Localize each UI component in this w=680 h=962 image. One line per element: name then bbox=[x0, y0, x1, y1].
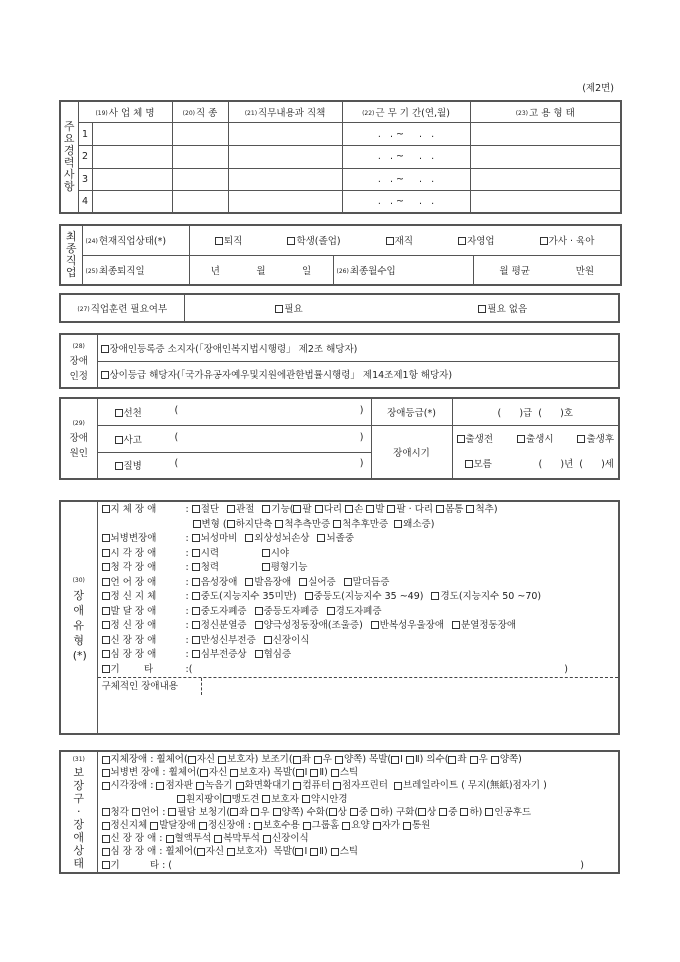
checkbox[interactable] bbox=[299, 578, 307, 586]
type-option[interactable]: 관절 bbox=[227, 503, 254, 518]
company-field[interactable] bbox=[92, 191, 172, 213]
checkbox[interactable] bbox=[223, 795, 231, 803]
recognition-section-label: (28) 장애인정 bbox=[60, 334, 97, 388]
checkbox[interactable] bbox=[485, 808, 493, 816]
disability-type-table bbox=[59, 500, 620, 735]
checkbox[interactable] bbox=[199, 822, 207, 830]
training-not-needed-checkbox[interactable]: 필요 없음 bbox=[478, 301, 527, 315]
after-birth-checkbox[interactable]: 출생후 bbox=[577, 427, 614, 452]
career-section-label: 주요경력사항 bbox=[60, 101, 78, 213]
type-option[interactable]: 중도자폐증 bbox=[192, 605, 247, 620]
checkbox[interactable] bbox=[315, 505, 323, 513]
assistive-device-row: 시각장애 : 점자판 녹음기 화면확대기 컴퓨터 점자프린터 브레일라이트 ( 무지(無紙)점자기 ) bbox=[102, 779, 615, 792]
checkbox[interactable] bbox=[391, 756, 399, 764]
checkbox[interactable] bbox=[394, 782, 402, 790]
checkbox[interactable] bbox=[255, 621, 263, 629]
duties-field[interactable] bbox=[228, 122, 342, 145]
checkbox[interactable] bbox=[335, 756, 343, 764]
disability-type-list bbox=[97, 501, 619, 734]
checkbox[interactable] bbox=[310, 769, 318, 777]
row-number: 1 bbox=[78, 122, 92, 145]
onset-time-options bbox=[452, 425, 619, 479]
type-option[interactable]: 시야 bbox=[262, 547, 324, 562]
checkbox[interactable] bbox=[227, 848, 235, 856]
checkbox[interactable] bbox=[327, 607, 335, 615]
checkbox[interactable] bbox=[345, 505, 353, 513]
current-status-label: (24)현재직업상태(*) bbox=[82, 225, 189, 255]
job-type-field[interactable] bbox=[172, 122, 228, 145]
checkbox[interactable] bbox=[264, 636, 272, 644]
checkbox[interactable] bbox=[192, 621, 200, 629]
job-type-field[interactable] bbox=[172, 191, 228, 213]
header-period: (22)근 무 기 간(연,월) bbox=[342, 101, 470, 122]
detail-label: 구체적인 장애내용 bbox=[98, 678, 202, 695]
period-field[interactable]: . . ~ . . bbox=[342, 122, 470, 145]
disability-type-row: 청 각 장 애 : 청력 평형기능 bbox=[98, 561, 619, 576]
page-number-label: (제2면) bbox=[582, 83, 614, 94]
type-option[interactable]: 협심증 bbox=[255, 648, 292, 663]
month-label: 월 bbox=[256, 265, 266, 277]
disability-type-row: 언 어 장 애 : 음성장애 발음장애 실어증 말더듬증 bbox=[98, 576, 619, 591]
checkbox[interactable] bbox=[418, 808, 426, 816]
job-type-field[interactable] bbox=[172, 146, 228, 168]
period-field[interactable]: . . ~ . . bbox=[342, 191, 470, 213]
checkbox[interactable] bbox=[303, 822, 311, 830]
disability-type-row: 기 타 :( ) bbox=[98, 663, 619, 678]
checkbox[interactable] bbox=[296, 769, 304, 777]
category-checkbox[interactable]: 기 타 bbox=[102, 663, 180, 678]
checkbox[interactable] bbox=[293, 782, 301, 790]
checkbox[interactable] bbox=[255, 607, 263, 615]
checkbox[interactable] bbox=[192, 534, 200, 542]
last-job-table bbox=[59, 224, 622, 286]
status-retired-checkbox[interactable]: 퇴직 bbox=[215, 233, 242, 247]
assistive-device-row: 정신지체 발달장애 정신장애 : 보호수용 그룹홈 요양 자가 통원 bbox=[102, 819, 615, 832]
checkbox[interactable] bbox=[371, 808, 379, 816]
checkbox[interactable] bbox=[273, 808, 281, 816]
row-number: 3 bbox=[78, 168, 92, 190]
income-unit-label: 만원 bbox=[575, 265, 595, 277]
onset-year-age-field[interactable]: ( )년 ( )세 bbox=[538, 458, 614, 470]
checkbox[interactable] bbox=[350, 808, 358, 816]
assistive-device-row: 기 타 : ( ) bbox=[102, 859, 615, 872]
checkbox[interactable] bbox=[263, 835, 271, 843]
checkbox[interactable] bbox=[466, 505, 474, 513]
checkbox[interactable] bbox=[262, 549, 270, 557]
checkbox[interactable] bbox=[373, 822, 381, 830]
category-checkbox[interactable]: 발 달 장 애 bbox=[102, 605, 180, 620]
type-option[interactable]: 평형기능 bbox=[262, 561, 324, 576]
checkbox[interactable] bbox=[132, 808, 140, 816]
checkbox[interactable] bbox=[102, 769, 110, 777]
checkbox[interactable] bbox=[102, 835, 110, 843]
year-label: 년 bbox=[210, 265, 220, 277]
monthly-income-value[interactable] bbox=[473, 255, 621, 285]
checkbox[interactable] bbox=[371, 621, 379, 629]
type-option[interactable]: 발음장애 bbox=[245, 576, 291, 591]
checkbox[interactable] bbox=[102, 808, 110, 816]
employment-type-field[interactable] bbox=[470, 191, 621, 213]
assistive-device-row: 흰지팡이 맹도견 보호자 약시안경 bbox=[102, 793, 615, 806]
checkbox[interactable] bbox=[255, 650, 263, 658]
checkbox[interactable] bbox=[102, 861, 110, 869]
type-option[interactable]: 양극성정동장애(조울증) bbox=[255, 619, 363, 634]
checkbox[interactable] bbox=[192, 578, 200, 586]
checkbox[interactable] bbox=[166, 835, 174, 843]
type-section-label: (30) 장애유형(*) bbox=[60, 501, 97, 734]
cause-accident-row[interactable]: 사고 ( ) bbox=[97, 425, 371, 452]
assistive-device-row: 뇌병변 장애 : 휠체어( 자신 보호자) 목발( Ⅰ Ⅱ) 스틱 bbox=[102, 766, 615, 779]
day-label: 일 bbox=[302, 265, 312, 277]
assistive-device-list bbox=[97, 751, 619, 873]
checkbox[interactable] bbox=[293, 756, 301, 764]
type-option[interactable]: 외상성뇌손상 bbox=[245, 532, 309, 547]
last-job-section-label: 최종직업 bbox=[60, 225, 82, 285]
checkbox[interactable] bbox=[331, 769, 339, 777]
type-option[interactable]: 기능( 팔 다리 손 발 팔 · 다리 몸통 척추) bbox=[262, 503, 497, 518]
disability-type-row: 심 장 장 애 : 심부전증상 협심증 bbox=[98, 648, 619, 663]
checkbox[interactable] bbox=[387, 505, 395, 513]
category-checkbox[interactable]: 정 신 장 애 bbox=[102, 619, 180, 634]
type-option[interactable]: 중도(지능지수 35미만) bbox=[192, 590, 297, 605]
employment-type-field[interactable] bbox=[470, 146, 621, 168]
retire-date-label: (25)최종퇴직일 bbox=[82, 255, 189, 285]
type-option[interactable]: 정신분열증 bbox=[192, 619, 247, 634]
training-table bbox=[59, 293, 620, 323]
checkbox[interactable] bbox=[262, 795, 270, 803]
company-field[interactable] bbox=[92, 146, 172, 168]
checkbox[interactable] bbox=[188, 756, 196, 764]
checkbox[interactable] bbox=[193, 520, 201, 528]
checkbox[interactable] bbox=[156, 782, 164, 790]
row-number: 2 bbox=[78, 146, 92, 168]
assistive-device-row: 지체장애 : 휠체어( 자신 보호자) 보조기( 좌 우 양쪽) 목발( Ⅰ Ⅱ) 의수( 좌 우 양쪽) bbox=[102, 753, 615, 766]
category-checkbox[interactable]: 지 체 장 애 bbox=[102, 503, 180, 518]
monthly-income-label: (26)최종월수입 bbox=[333, 255, 473, 285]
checkbox[interactable] bbox=[192, 592, 200, 600]
career-table bbox=[59, 100, 622, 214]
category-checkbox[interactable]: 심 장 장 애 bbox=[102, 648, 180, 663]
disability-type-row: 뇌병변장애 : 뇌성마비 외상성뇌손상 뇌졸중 bbox=[98, 532, 619, 547]
checkbox[interactable] bbox=[168, 808, 176, 816]
checkbox[interactable] bbox=[230, 808, 238, 816]
checkbox[interactable] bbox=[192, 650, 200, 658]
cause-congenital-row[interactable]: 선천 ( ) bbox=[97, 398, 371, 425]
disability-cause-table bbox=[59, 397, 620, 480]
before-birth-checkbox[interactable]: 출생전 bbox=[457, 427, 494, 452]
checkbox[interactable] bbox=[245, 578, 253, 586]
checkbox[interactable] bbox=[230, 769, 238, 777]
assistive-device-row: 신 장 장 애 : 혈액투석 복막투석 신장이식 bbox=[102, 832, 615, 845]
checkbox[interactable] bbox=[150, 822, 158, 830]
career-row-1 bbox=[60, 122, 621, 145]
checkbox[interactable] bbox=[262, 505, 270, 513]
type-option[interactable]: 음성장애 bbox=[192, 576, 238, 591]
cause-disease-row[interactable]: 질병 ( ) bbox=[97, 452, 371, 479]
type-option[interactable]: 경도자폐증 bbox=[327, 605, 382, 620]
checkbox[interactable] bbox=[366, 505, 374, 513]
disability-type-row: 정 신 장 애 : 정신분열증 양극성정동장애(조울증) 반복성우울장애 분열정동장애 bbox=[98, 619, 619, 634]
career-row-2 bbox=[60, 146, 621, 168]
type-option[interactable]: 경도(지능지수 50 ~70) bbox=[431, 590, 541, 605]
category-checkbox[interactable]: 신 장 장 애 bbox=[102, 634, 180, 649]
header-company: (19)사 업 체 명 bbox=[78, 101, 172, 122]
type-option[interactable]: 중등도(지능지수 35 ~49) bbox=[305, 590, 424, 605]
checkbox[interactable] bbox=[317, 534, 325, 542]
training-need-label: (27)직업훈련 필요여부 bbox=[60, 294, 184, 322]
checkbox[interactable] bbox=[491, 756, 499, 764]
type-option[interactable]: 실어증 bbox=[299, 576, 336, 591]
checkbox[interactable] bbox=[333, 520, 341, 528]
aids-section-label: (31) 보장구 · 장애상태 bbox=[60, 751, 97, 873]
checkbox[interactable] bbox=[439, 808, 447, 816]
grade-field[interactable]: ( )급 ( )호 bbox=[452, 398, 619, 425]
disability-type-row: 발 달 장 애 : 중도자폐증 중등도자폐증 경도자폐증 bbox=[98, 605, 619, 620]
checkbox[interactable] bbox=[305, 592, 313, 600]
disability-type-row: 지 체 장 애 : 절단 관절 기능( 팔 다리 손 발 팔 · 다리 몸통 척추) bbox=[98, 503, 619, 518]
category-checkbox[interactable]: 언 어 장 애 bbox=[102, 576, 180, 591]
category-checkbox[interactable]: 청 각 장 애 bbox=[102, 561, 180, 576]
disability-type-row: 시 각 장 애 : 시력 시야 bbox=[98, 547, 619, 562]
checkbox[interactable] bbox=[197, 848, 205, 856]
career-row-3 bbox=[60, 168, 621, 190]
checkbox[interactable] bbox=[470, 756, 478, 764]
type-option[interactable]: 변형 ( 하지단축 척추측만증 척추후만증 왜소증) bbox=[193, 518, 435, 533]
type-option[interactable]: 시력 bbox=[192, 547, 254, 562]
type-option[interactable]: 중등도자폐증 bbox=[255, 605, 319, 620]
type-option[interactable]: 뇌성마비 bbox=[192, 532, 238, 547]
checkbox[interactable] bbox=[333, 782, 341, 790]
monthly-average-label: 월 평균 bbox=[499, 265, 530, 277]
checkbox[interactable] bbox=[102, 756, 110, 764]
company-field[interactable] bbox=[92, 122, 172, 145]
employment-type-field[interactable] bbox=[470, 168, 621, 190]
onset-time-label: 장애시기 bbox=[371, 425, 452, 479]
type-option[interactable]: 반복성우울장애 bbox=[371, 619, 444, 634]
checkbox[interactable] bbox=[403, 822, 411, 830]
type-option[interactable]: 만성신부전증 bbox=[192, 634, 256, 649]
status-student-checkbox[interactable]: 학생(졸업) bbox=[287, 233, 340, 247]
checkbox[interactable] bbox=[302, 795, 310, 803]
current-status-options bbox=[189, 225, 621, 255]
checkbox[interactable] bbox=[192, 607, 200, 615]
type-option[interactable]: 절단 bbox=[192, 503, 219, 518]
recognition-option-veteran[interactable]: 상이등급 해당자(「국가유공자예우및지원에관한법률시행령」 제14조제1항 해당자) bbox=[97, 361, 619, 388]
disability-recognition-table bbox=[59, 333, 620, 389]
checkbox[interactable] bbox=[310, 848, 318, 856]
checkbox[interactable] bbox=[329, 808, 337, 816]
checkbox[interactable] bbox=[344, 578, 352, 586]
assistive-device-table bbox=[59, 750, 620, 874]
cause-section-label: (29) 장애원인 bbox=[60, 398, 97, 479]
checkbox[interactable] bbox=[102, 782, 110, 790]
checkbox[interactable] bbox=[342, 822, 350, 830]
checkbox[interactable] bbox=[218, 756, 226, 764]
checkbox[interactable] bbox=[227, 520, 235, 528]
status-employed-checkbox[interactable]: 재직 bbox=[386, 233, 413, 247]
retire-date-field[interactable] bbox=[189, 255, 333, 285]
checkbox[interactable] bbox=[293, 505, 301, 513]
assistive-device-row: 심 장 장 애 : 휠체어( 자신 보호자) 목발( Ⅰ Ⅱ) 스틱 bbox=[102, 845, 615, 858]
checkbox[interactable] bbox=[314, 756, 322, 764]
checkbox[interactable] bbox=[192, 505, 200, 513]
checkbox[interactable] bbox=[275, 520, 283, 528]
disability-type-row bbox=[98, 518, 619, 533]
training-needed-checkbox[interactable]: 필요 bbox=[275, 301, 302, 315]
checkbox[interactable] bbox=[236, 782, 244, 790]
duties-field[interactable] bbox=[228, 191, 342, 213]
checkbox[interactable] bbox=[331, 848, 339, 856]
header-employment-type: (23)고 용 형 태 bbox=[470, 101, 621, 122]
checkbox[interactable] bbox=[245, 534, 253, 542]
detail-row bbox=[98, 677, 619, 694]
checkbox[interactable] bbox=[214, 835, 222, 843]
assistive-device-row: 청각 언어 : 필담 보청기( 좌 우 양쪽) 수화( 상 중 하) 구화( 상 중 하) 인공후드 bbox=[102, 806, 615, 819]
checkbox[interactable] bbox=[254, 822, 262, 830]
checkbox[interactable] bbox=[102, 848, 110, 856]
at-birth-checkbox[interactable]: 출생시 bbox=[517, 427, 554, 452]
type-option[interactable]: 분열정동장애 bbox=[452, 619, 516, 634]
category-checkbox[interactable]: 정 신 지 체 bbox=[102, 590, 180, 605]
row-number: 4 bbox=[78, 191, 92, 213]
checkbox[interactable] bbox=[192, 549, 200, 557]
unknown-checkbox[interactable]: 모름 bbox=[465, 452, 492, 477]
duties-field[interactable] bbox=[228, 146, 342, 168]
checkbox[interactable] bbox=[102, 822, 110, 830]
company-field[interactable] bbox=[92, 168, 172, 190]
category-checkbox[interactable]: 시 각 장 애 bbox=[102, 547, 180, 562]
disability-type-row: 정 신 지 체 : 중도(지능지수 35미만) 중등도(지능지수 35 ~49) 경도(지능지수 50 ~70) bbox=[98, 590, 619, 605]
checkbox[interactable] bbox=[227, 505, 235, 513]
category-checkbox[interactable]: 뇌병변장애 bbox=[102, 532, 180, 547]
checkbox[interactable] bbox=[251, 808, 259, 816]
type-option[interactable]: 심부전증상 bbox=[192, 648, 247, 663]
job-type-field[interactable] bbox=[172, 168, 228, 190]
checkbox[interactable] bbox=[262, 563, 270, 571]
type-option[interactable]: 신장이식 bbox=[264, 634, 310, 649]
type-option[interactable]: 청력 bbox=[192, 561, 254, 576]
checkbox[interactable] bbox=[177, 795, 185, 803]
checkbox[interactable] bbox=[295, 848, 303, 856]
checkbox[interactable] bbox=[431, 592, 439, 600]
checkbox[interactable] bbox=[448, 756, 456, 764]
header-duties: (21)직무내용과 직책 bbox=[228, 101, 342, 122]
type-option[interactable]: 뇌졸중 bbox=[317, 532, 354, 547]
employment-type-field[interactable] bbox=[470, 122, 621, 145]
checkbox[interactable] bbox=[200, 769, 208, 777]
checkbox[interactable] bbox=[394, 520, 402, 528]
checkbox[interactable] bbox=[452, 621, 460, 629]
checkbox[interactable] bbox=[406, 756, 414, 764]
checkbox[interactable] bbox=[436, 505, 444, 513]
duties-field[interactable] bbox=[228, 168, 342, 190]
checkbox[interactable] bbox=[192, 636, 200, 644]
period-field[interactable]: . . ~ . . bbox=[342, 146, 470, 168]
career-row-4 bbox=[60, 191, 621, 213]
disability-type-row: 신 장 장 애 : 만성신부전증 신장이식 bbox=[98, 634, 619, 649]
recognition-option-registered[interactable]: 장애인등록증 소지자(「장애인복지법시행령」 제2조 해당자) bbox=[97, 334, 619, 361]
grade-label: 장애등급(*) bbox=[371, 398, 452, 425]
status-self-employed-checkbox[interactable]: 자영업 bbox=[458, 233, 495, 247]
header-job-type: (20)직 종 bbox=[172, 101, 228, 122]
period-field[interactable]: . . ~ . . bbox=[342, 168, 470, 190]
checkbox[interactable] bbox=[196, 782, 204, 790]
status-housework-checkbox[interactable]: 가사 · 육아 bbox=[540, 233, 595, 247]
checkbox[interactable] bbox=[460, 808, 468, 816]
checkbox[interactable] bbox=[192, 563, 200, 571]
type-option[interactable]: 말더듬증 bbox=[344, 576, 390, 591]
